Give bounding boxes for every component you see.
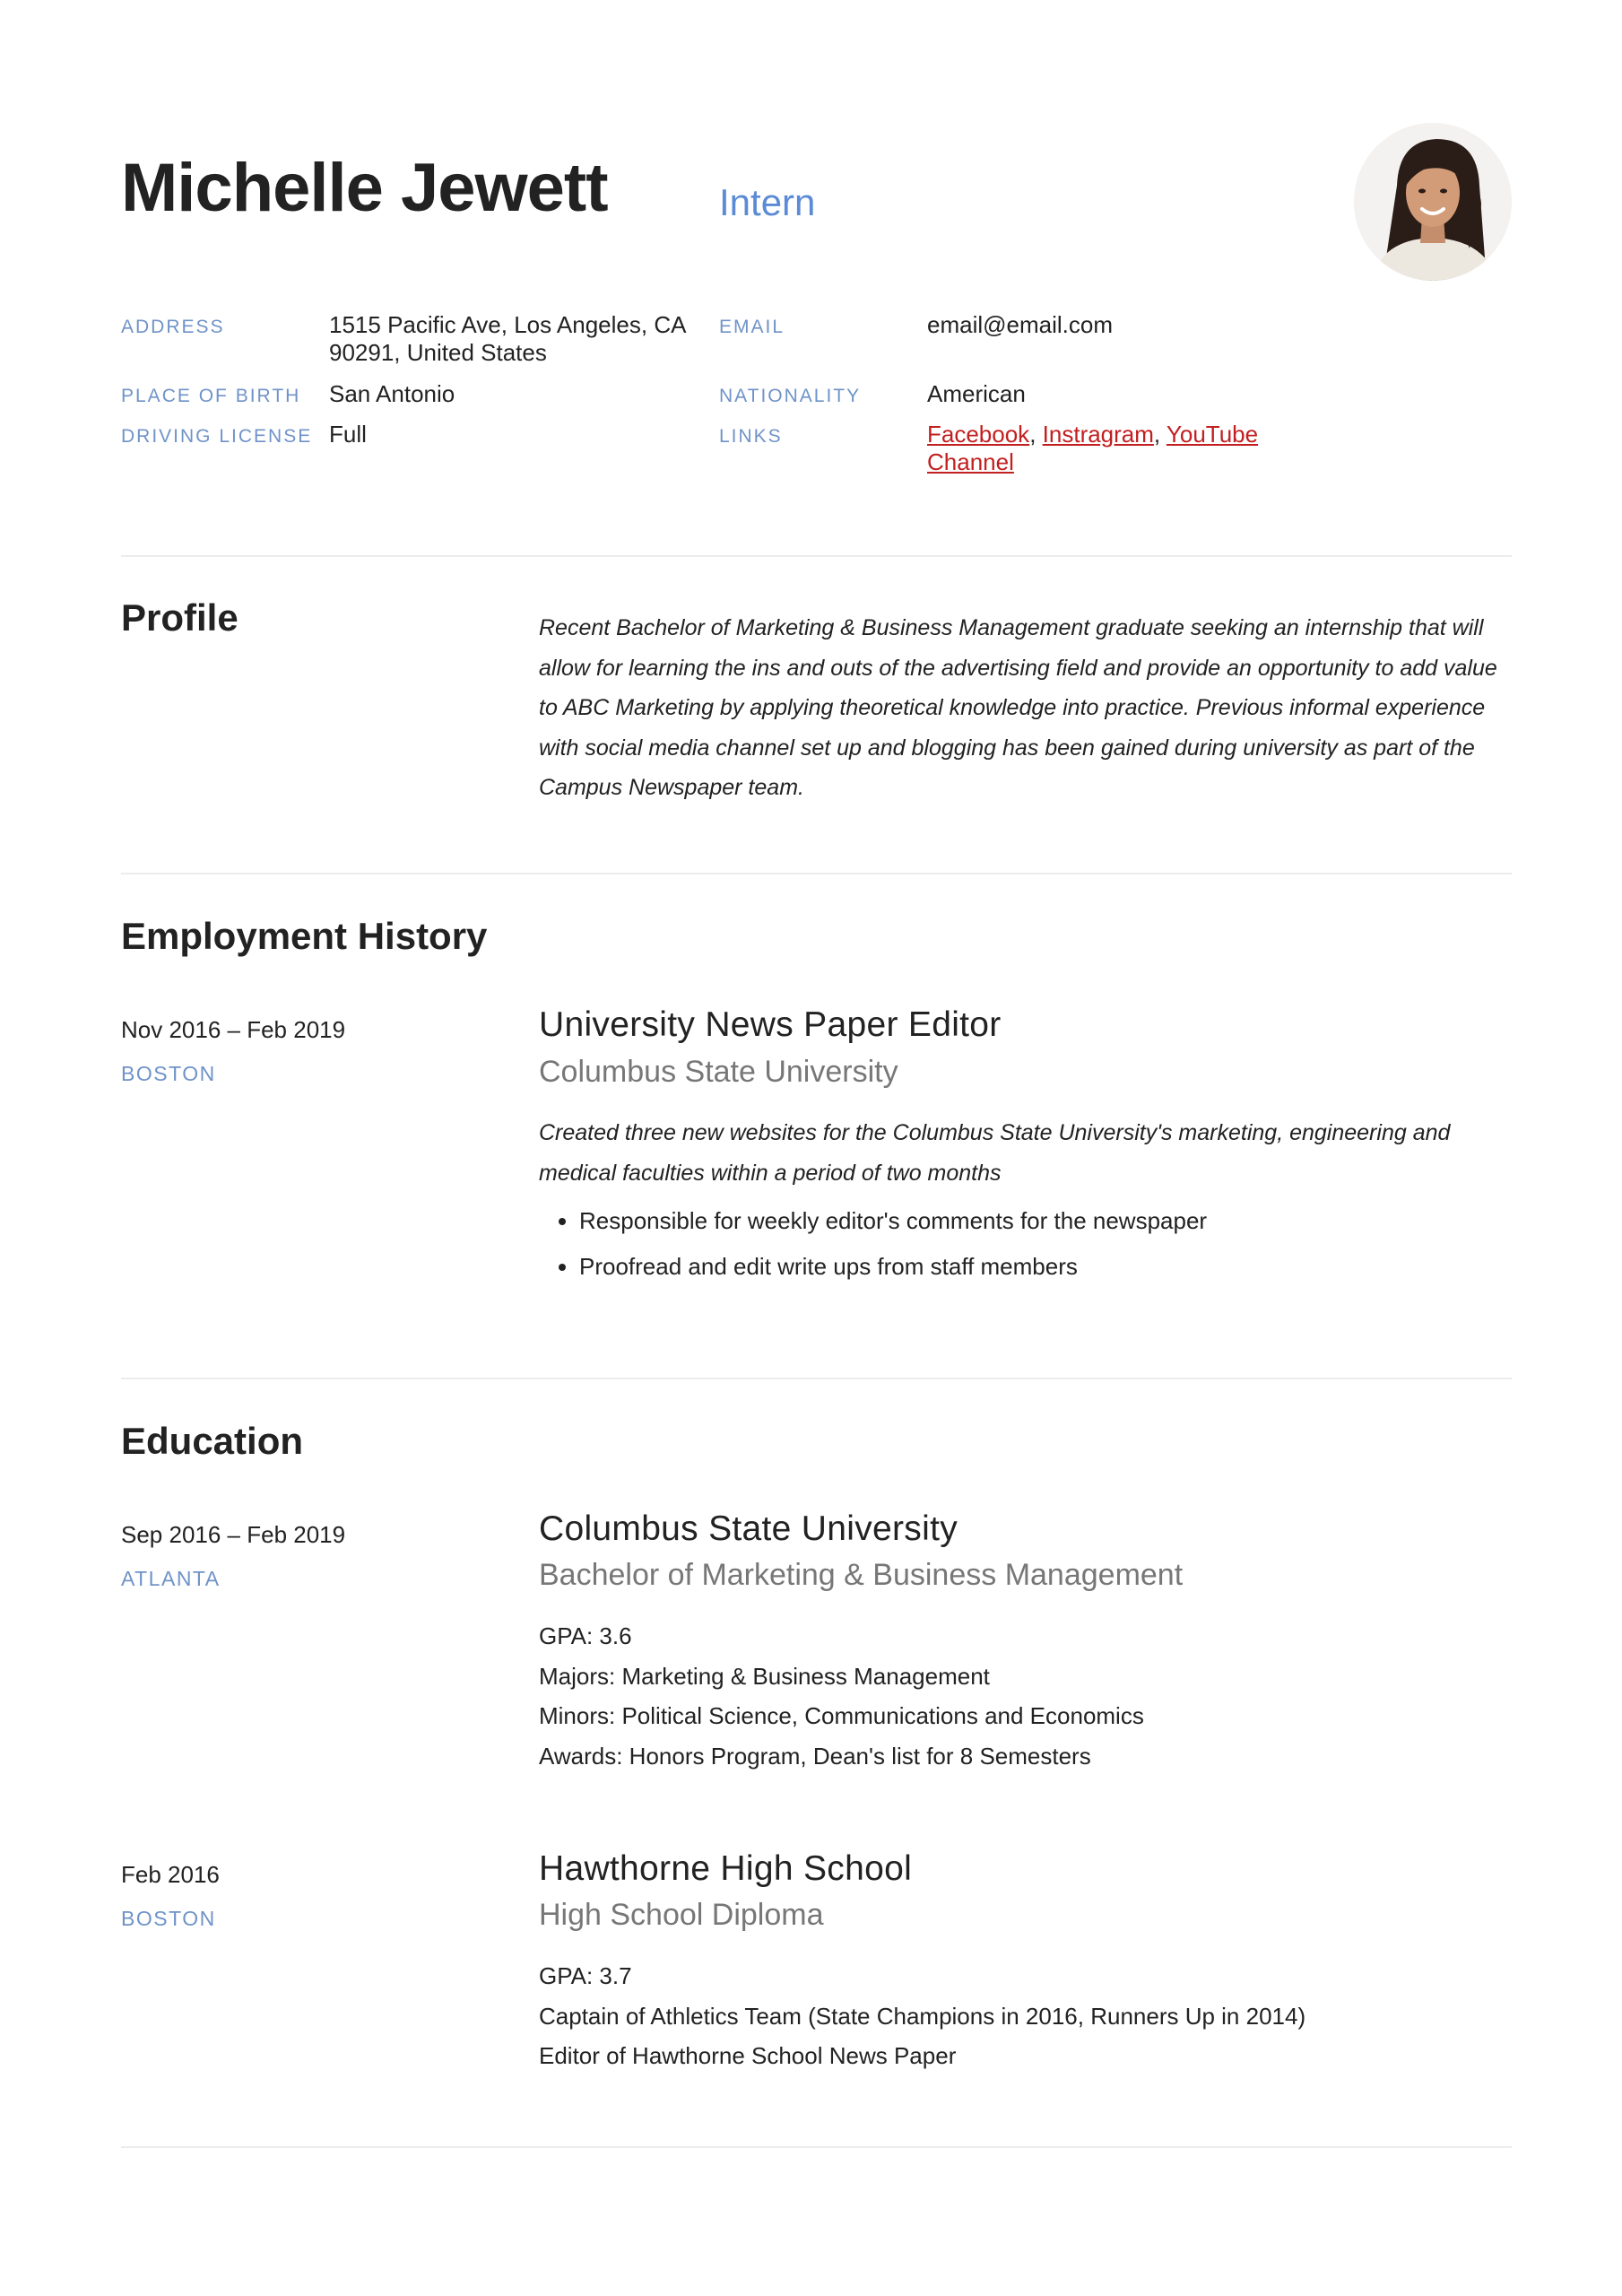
avatar [1354,123,1512,281]
employment-bullets [539,1198,1207,1290]
divider [121,1378,1512,1379]
birth-label: PLACE OF BIRTH [121,386,301,406]
birth-value: San Antonio [329,380,455,407]
address-label: ADDRESS [121,317,225,337]
employment-org: Columbus State University [539,1055,898,1089]
employment-city: BOSTON [121,1062,216,1085]
job-title: Intern [719,181,816,223]
nationality-value: American [927,380,1026,407]
education-dates: Feb 2016 [121,1861,220,1888]
education-city: BOSTON [121,1907,216,1930]
divider [121,555,1512,557]
list-item: Awards: Honors Program, Dean's list for 8 Semesters [539,1742,1091,1770]
nationality-label: NATIONALITY [719,386,862,406]
divider [121,2146,1512,2148]
instagram-link[interactable]: Instragram [1042,421,1154,448]
education-heading: Education [121,1420,304,1462]
profile-heading: Profile [121,596,239,639]
license-value: Full [329,421,367,448]
education-details [539,1616,1144,1776]
email-value: email@email.com [927,311,1113,338]
address-line-2: 90291, United States [329,339,547,366]
facebook-link[interactable]: Facebook [927,421,1030,448]
links-value [927,421,1304,476]
list-item: Majors: Marketing & Business Management [539,1662,990,1690]
education-school: Hawthorne High School [539,1849,913,1888]
youtube-link[interactable]: YouTube [1166,421,1259,448]
employment-dates: Nov 2016 – Feb 2019 [121,1016,346,1043]
list-item: Captain of Athletics Team (State Champions in 2016, Runners Up in 2014) [539,2002,1306,2030]
list-item: Minors: Political Science, Communications and Economics [539,1702,1144,1729]
list-item: Editor of Hawthorne School News Paper [539,2042,957,2069]
license-label: DRIVING LICENSE [121,426,313,447]
education-details [539,1956,1305,2076]
address-line-1: 1515 Pacific Ave, Los Angeles, CA [329,311,687,338]
list-item: GPA: 3.6 [539,1622,632,1649]
email-label: EMAIL [719,317,785,337]
employment-heading: Employment History [121,915,488,957]
profile-text: Recent Bachelor of Marketing & Business Management graduate seeking an internship that will allow for learning the ins and outs of the advertising field and provide an opportunity to add value to ABC Marketing by applying theoretical knowledge into practice. Previous informal experience with social media channel set up and blogging has been gained during university as part of the Campus Newspaper team. [539,615,1497,800]
education-dates: Sep 2016 – Feb 2019 [121,1521,346,1548]
education-degree: High School Diploma [539,1898,824,1932]
list-item: GPA: 3.7 [539,1962,632,1989]
employment-title: University News Paper Editor [539,1005,1002,1044]
avatar-photo-icon [1354,123,1512,281]
link-separator: , [1153,421,1161,448]
address-value [329,311,706,367]
divider [121,873,1512,874]
education-school: Columbus State University [539,1509,958,1548]
links-label: LINKS [719,426,783,447]
link-separator: , [1029,421,1037,448]
employment-description: Created three new websites for the Columbus State University's marketing, engineering and medical faculties within a period of two months [539,1120,1451,1186]
list-item: • Proofread and edit write ups from staff members [579,1244,1207,1290]
education-degree: Bachelor of Marketing & Business Management [539,1558,1184,1592]
list-item: • Responsible for weekly editor's comments for the newspaper [579,1198,1207,1244]
education-city: ATLANTA [121,1567,221,1590]
candidate-name: Michelle Jewett [121,150,608,226]
youtube-link-continued[interactable]: Channel [927,448,1014,475]
